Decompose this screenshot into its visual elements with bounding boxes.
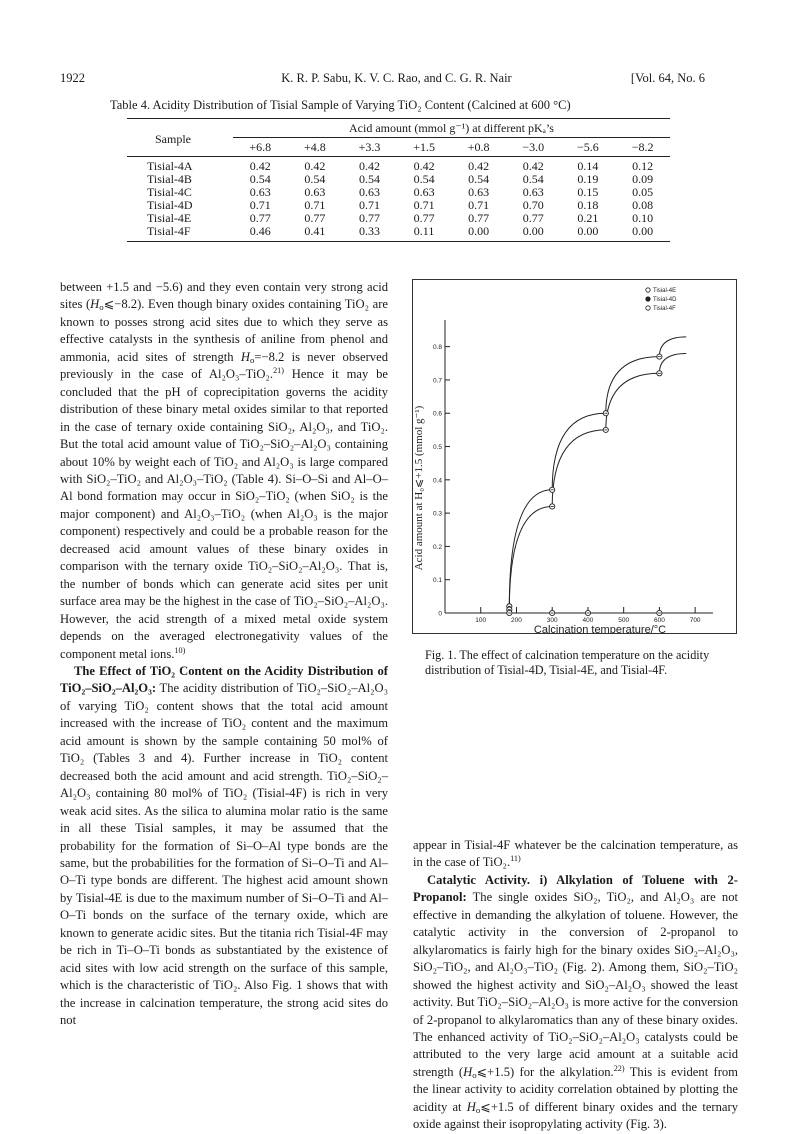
figure-1-caption: Fig. 1. The effect of calcination temperature on the acidity distribution of Tisial-4D, Tisial-4E, and Tisial-4F.	[425, 648, 710, 677]
legend-marker	[646, 288, 650, 292]
table-cell-value: 0.54	[249, 172, 271, 186]
section-heading-catalytic-activity: Catalytic Activity. i) Alkylation of Toluene with 2-Propanol:	[413, 872, 738, 905]
table-header-sample: Sample	[127, 119, 233, 157]
table-cell-value: 0.71	[304, 198, 326, 212]
table-cell-value: 0.63	[358, 185, 380, 199]
legend-marker	[646, 297, 650, 301]
y-tick-label: 0.2	[432, 543, 442, 551]
x-tick-label: 500	[618, 617, 630, 624]
legend-marker	[646, 306, 650, 310]
table-cell-value: 0.41	[288, 225, 343, 242]
table-cell-value: 0.77	[358, 211, 380, 225]
x-tick-label: 700	[689, 617, 701, 624]
table-column-header: +3.3	[342, 138, 397, 157]
running-header-authors: K. R. P. Sabu, K. V. C. Rao, and C. G. R. Nair	[281, 71, 512, 85]
table-cell-value: 0.10	[632, 211, 654, 225]
table-cell-value: 0.00	[451, 225, 506, 242]
table-cell-value: 0.05	[632, 185, 654, 199]
table-cell-value: 0.08	[632, 198, 654, 212]
table-cell-value: 0.42	[249, 159, 271, 173]
paragraph-acidity-discussion: between +1.5 and −5.6) and they even contain very strong acid sites $(H_o⩽-8.2)$. Even though binary oxides containing TiO₂ are known to posses strong acid sites due to which they serve as effective catalysts in the synthesis of aniline from phenol and ammonia, acid sites of strength $H_o=-8.2$ is never observed previously in the case of Al₂O₃–TiO₂.$^{21)}$ Hence it may be concluded that the pH of coprecipitation governs the acidity distribution of these binary metal oxides similar to that reported in the case of ternary oxide containing SiO₂, Al₂O₃, and TiO₂. But the total acid amount value of TiO₂–SiO₂–Al₂O₃ containing about 10% by weight each of TiO₂ and Al₂O₃ is large compared with SiO₂–TiO₂ and Al₂O₃–TiO₂ (Table 4). Si–O–Si and Al–O–Al bond formation may occur in SiO₂–TiO₂ (when SiO₂ is the major component) and Al₂O₃–TiO₂ (when Al₂O₃ is the major component) respectively and could be a probable reason for the decreased acid amount values of these binary oxides in comparison with the ternary oxide TiO₂–SiO₂–Al₂O₃. That is, the number of bonds which can generate acid sites per unit surface area may be the highest in the case of TiO₂–SiO₂–Al₂O₃. However, the acid strength of a mixed metal oxide system depends on the averaged electronegativity values of the component metal ions.$^{10)}$	[60, 280, 388, 661]
legend-entry: Tisial-4D	[653, 297, 677, 303]
paragraph-catalytic-activity: Catalytic Activity. i) Alkylation of Toluene with 2-Propanol: The single oxides SiO₂, TiO₂, and Al₂O₃ are not effective in demanding the alkylation of toluene. However, the catalytic activity in the conversion of 2-propanol to alkylaromatics is fairly high for the binary oxides SiO₂–Al₂O₃, SiO₂–TiO₂, and Al₂O₃–TiO₂ (Fig. 2). Among them, SiO₂–TiO₂ showed the highest activity and SiO₂–Al₂O₃ showed the least activity. But TiO₂–SiO₂–Al₂O₃ is more active for the conversion of 2-propanol to alkylaromatics than any of these binary oxides. The enhanced activity of TiO₂–SiO₂–Al₂O₃ catalysts could be attributed to the very large acid amount at a suitable acid strength $(H_o⩽+1.5)$ for the alkylation.$^{22)}$ This is evident from the linear activity to acidity correlation obtained by plotting the acidity at $H_o⩽+1.5$ of different binary oxides and the ternary oxide against their isopropylating activity (Fig. 3).	[413, 872, 738, 1132]
series-curve-tisial-4d	[509, 353, 686, 609]
paragraph-tio2-effect: The Effect of TiO₂ Content on the Acidity Distribution of TiO₂–SiO₂–Al₂O₃: The acidity distribution of TiO₂–SiO₂–Al₂O₃ of varying TiO₂ content shows that the total acid amount increased with the increase of TiO₂ content and the maximum acid amount is shown by the sample containing 50 mol% of TiO₂ (Tables 3 and 4). Further increase in TiO₂ content decreased both the acid amount and acid strength. TiO₂–SiO₂–Al₂O₃ containing 80 mol% of TiO₂ (Tisial-4F) is rich in very weak acid sites. As the silica to alumina molar ratio is the same in all these Tisial samples, it may be assumed that the probability for the formation of Si–O–Al type bonds are the same, but the probabilities for the formation of Si–O–Ti and Al–O–Ti type bonds are different. The highest acid amount shown by Tisial-4E is due to the maximum number of Si–O–Ti and Al–O–Ti bonds on the surface of the ternary oxide, which are known to generate acidic sites. But the titania rich Tisial-4F may be rich in Ti–O–Ti bonds as substantiated by the existence of acid sites with low acid strength on the surface of this sample, which is the characteristic of TiO₂. Also Fig. 1 shows that with the increase in calcination temperature, the strong acid sites do not	[60, 663, 388, 1028]
y-tick-label: 0.3	[432, 510, 442, 518]
journal-volume: [Vol. 64, No. 6	[630, 71, 705, 85]
table-cell-value: 0.42	[358, 159, 380, 173]
x-tick-label: 600	[653, 617, 665, 624]
table-cell-value: 0.46	[233, 225, 288, 242]
table-body	[127, 157, 670, 242]
series-curve-tisial-4e	[509, 337, 686, 607]
table-cell-value: 0.71	[358, 198, 380, 212]
table-cell-value: 0.21	[577, 211, 599, 225]
table-cell-value: 0.63	[304, 185, 326, 199]
left-text-column	[60, 279, 388, 1029]
table-cell-sample: Tisial-4E	[147, 211, 192, 225]
legend-entry: Tisial-4E	[653, 288, 677, 294]
table-column-header: +6.8	[233, 138, 288, 157]
table-cell-value: 0.33	[342, 225, 397, 242]
table-cell-value: 0.63	[468, 185, 490, 199]
table-cell-value: 0.54	[358, 172, 380, 186]
table-row	[127, 157, 670, 174]
table-column-header: +0.8	[451, 138, 506, 157]
y-tick-label: 0.5	[432, 444, 442, 452]
table-column-header: −5.6	[561, 138, 616, 157]
table-header-acid-amount: Acid amount (mmol g⁻¹) at different pKₐ’s	[233, 119, 670, 138]
table-column-header: −3.0	[506, 138, 561, 157]
table-cell-value: 0.54	[304, 172, 326, 186]
table-cell-value: 0.42	[413, 159, 435, 173]
table-caption: Table 4. Acidity Distribution of Tisial Sample of Varying TiO₂ Content (Calcined at 600 °C)	[110, 98, 571, 112]
legend-entry: Tisial-4F	[653, 306, 676, 312]
table-cell-value: 0.71	[468, 198, 490, 212]
y-tick-label: 0.7	[432, 377, 442, 385]
table-cell-value: 0.77	[249, 211, 271, 225]
table-cell-value: 0.70	[522, 198, 544, 212]
table-cell-value: 0.00	[506, 225, 561, 242]
y-tick-label: 0.1	[432, 577, 442, 585]
table-cell-value: 0.42	[304, 159, 326, 173]
table-column-header: −8.2	[615, 138, 670, 157]
table-cell-value: 0.09	[632, 172, 654, 186]
table-cell-sample: Tisial-4B	[147, 172, 192, 186]
y-tick-label: 0.6	[432, 410, 442, 418]
table-cell-value: 0.19	[577, 172, 599, 186]
x-tick-label: 100	[475, 617, 487, 624]
table-cell-value: 0.42	[522, 159, 544, 173]
y-axis-label: Acid amount at H₀⩽+1.5 (mmol g⁻¹)	[413, 405, 425, 571]
y-tick-label: 0.8	[432, 344, 442, 352]
page-number: 1922	[60, 71, 85, 85]
table-cell-value: 0.11	[397, 225, 452, 242]
acidity-table	[127, 118, 670, 242]
y-tick-label: 0	[438, 610, 442, 618]
table-cell-sample: Tisial-4F	[127, 225, 233, 242]
table-cell-value: 0.18	[577, 198, 599, 212]
table-cell-sample: Tisial-4A	[147, 159, 193, 173]
table-cell-value: 0.42	[468, 159, 490, 173]
table-cell-value: 0.77	[304, 211, 326, 225]
paragraph-tisial-4f: appear in Tisial-4F whatever be the calcination temperature, as in the case of TiO₂.$^{11)}$	[413, 838, 738, 870]
table-cell-value: 0.77	[522, 211, 544, 225]
table-column-header: +1.5	[397, 138, 452, 157]
right-text-column	[413, 837, 738, 1134]
table-cell-sample: Tisial-4C	[147, 185, 192, 199]
table-cell-sample: Tisial-4D	[147, 198, 193, 212]
x-tick-label: 200	[511, 617, 522, 624]
table-cell-value: 0.54	[468, 172, 490, 186]
table-cell-value: 0.12	[632, 159, 654, 173]
table-cell-value: 0.63	[249, 185, 271, 199]
table-column-header: +4.8	[288, 138, 343, 157]
table-cell-value: 0.63	[413, 185, 435, 199]
table-cell-value: 0.00	[561, 225, 616, 242]
x-axis-label: Calcination temperature/°C	[533, 624, 667, 633]
table-cell-value: 0.77	[413, 211, 435, 225]
table-row	[127, 225, 670, 242]
table-cell-value: 0.63	[522, 185, 544, 199]
table-cell-value: 0.00	[615, 225, 670, 242]
x-tick-label: 400	[582, 617, 594, 624]
table-cell-value: 0.71	[413, 198, 435, 212]
y-tick-label: 0.4	[432, 477, 442, 485]
figure-1-chart	[413, 280, 736, 633]
table-cell-value: 0.54	[522, 172, 544, 186]
table-cell-value: 0.14	[577, 159, 599, 173]
x-tick-label: 300	[546, 617, 558, 624]
table-cell-value: 0.54	[413, 172, 435, 186]
section-heading-tio2-effect: The Effect of TiO₂ Content on the Acidity Distribution of TiO₂–SiO₂–Al₂O₃:	[60, 663, 388, 696]
table-cell-value: 0.15	[577, 185, 599, 199]
figure-1-frame	[412, 279, 737, 634]
table-cell-value: 0.77	[468, 211, 490, 225]
table-cell-value: 0.71	[249, 198, 271, 212]
